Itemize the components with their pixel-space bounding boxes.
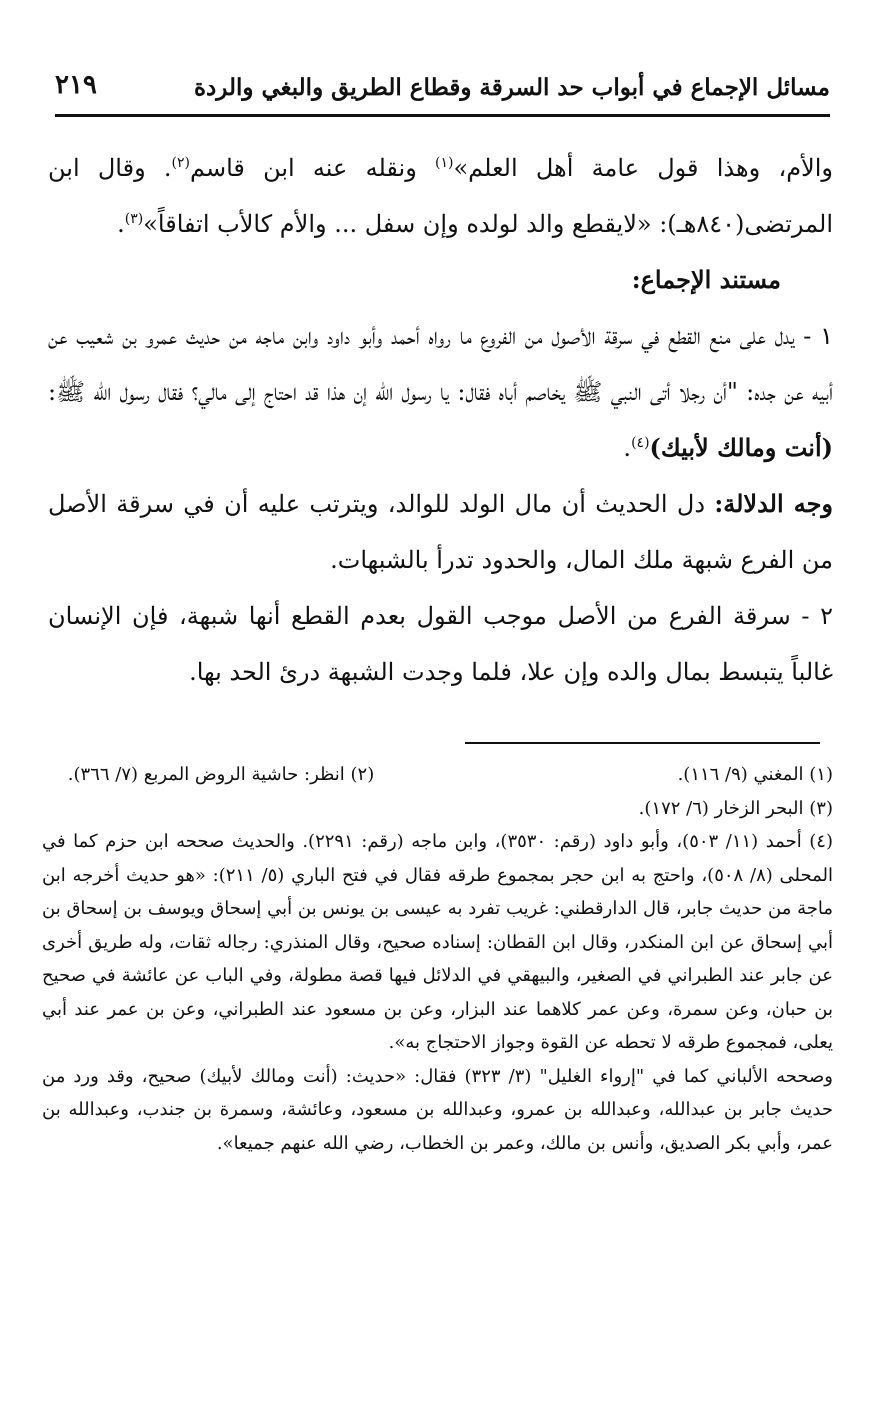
chapter-title: مسائل الإجماع في أبواب حد السرقة وقطاع الطريق والبغي والردة [193,74,830,101]
footnote-ref-2: (٢) [171,155,190,171]
page-number: ٢١٩ [55,70,97,100]
footnote-1: (١) المغني (٩/ ١١٦). [677,764,833,785]
footnote-row [42,758,833,792]
text-run: . وقال ابن المرتضى(٨٤٠هـ): «لايقطع والد لولده وإن سفل ... والأم كالأب اتفاقاً» [48,154,833,238]
footnote-4: (٤) أحمد (١١/ ٥٠٣)، وأبو داود (رقم: ٣٥٣٠)، وابن ماجه (رقم: ٢٢٩١). والحديث صححه ابن حزم كما في المحلى (٨/ ٥٠٨)، واحتج به ابن حجر بمجموع طرقه فقال في فتح الباري (٥/ ٢١١): «هو حديث أخرجه ابن ماجة من حديث جابر، قال الدارقطني: غريب تفرد به عيسى بن يونس بن أبي إسحاق ويوسف بن إسحاق بن أبي إسحاق عن ابن المنكدر، وقال ابن القطان: إسناده صحيح، وقال المنذري: رجاله ثقات، وله طريق أخرى عن جابر عند الطبراني في الصغير، والبيهقي في الدلائل فيها قصة مطولة، وفي الباب عن عائشة في صحيح بن حبان، وعن سمرة، وعن عمر كلاهما عند البزار، وعن بن مسعود عند الطبراني، وعن بن عمر عند أبي يعلى، فمجموع طرقه لا تحطه عن القوة وجواز الاحتجاج به». [42,831,833,1053]
section-heading: مستند الإجماع: [631,265,781,294]
footnote-separator [465,742,820,744]
text-run: . [117,210,125,238]
footnote-4-continued: وصححه الألباني كما في "إرواء الغليل" (٣/ ٣٢٣) فقال: «حديث: (أنت ومالك لأبيك) صحيح، وقد ورد من حديث جابر بن عبدالله، وعبدالله بن عمرو، وعبدالله بن مسعود، وعائشة، وسمرة بن جندب، وعبدالله بن عمر، وأبي بكر الصديق، وأنس بن مالك، وعمر بن الخطاب، رضي الله عنهم جميعا». [42,1065,833,1154]
hadith-quote: (أنت ومالك لأبيك) [649,433,833,462]
evidence-item-1 [48,308,833,476]
header-rule [55,114,830,117]
footnotes [42,758,833,1160]
footnote-2: (٢) انظر: حاشية الروض المربع (٧/ ٣٦٦). [67,764,375,785]
text-run: دل الحديث أن مال الولد للوالد، ويترتب عليه أن في سرقة الأصل من الفرع شبهة ملك المال، والحدود تدرأ بالشبهات. [48,490,833,574]
footnote-ref-3: (٣) [124,211,144,227]
running-header [55,62,830,114]
footnote-ref-4: (٤) [631,435,650,451]
main-text [48,140,833,700]
footnote-3: (٣) البحر الزخار (٦/ ١٧٢). [638,797,833,819]
evidence-item-2: ٢ - سرقة الفرع من الأصل موجب القول بعدم القطع أنها شبهة، فإن الإنسان غالباً يتبسط بمال والده وإن علا، فلما وجدت الشبهة درئ الحد بها. [48,602,833,686]
footnote-ref-1: (١) [435,155,454,171]
text-run: والأم، وهذا قول عامة أهل العلم» [453,154,834,182]
text-run: ١ - يدل على منع القطع في سرقة الأصول من الفروع ما رواه أحمد وأبو داود وابن ماجه من حديث عمرو بن شعيب عن أبيه عن جده: "أن رجلا أتى النبي ﷺ يخاصم أباه فقال: يا رسول الله إن هذا قد احتاج إلى مالي؟ فقال رسول الله ﷺ: [48,322,833,406]
evidence-inference [48,476,833,588]
inference-label: وجه الدلالة: [714,489,833,518]
text-run: ونقله عنه ابن قاسم [189,154,436,182]
paragraph-consensus-quote [48,140,833,252]
text-run: . [623,434,632,462]
